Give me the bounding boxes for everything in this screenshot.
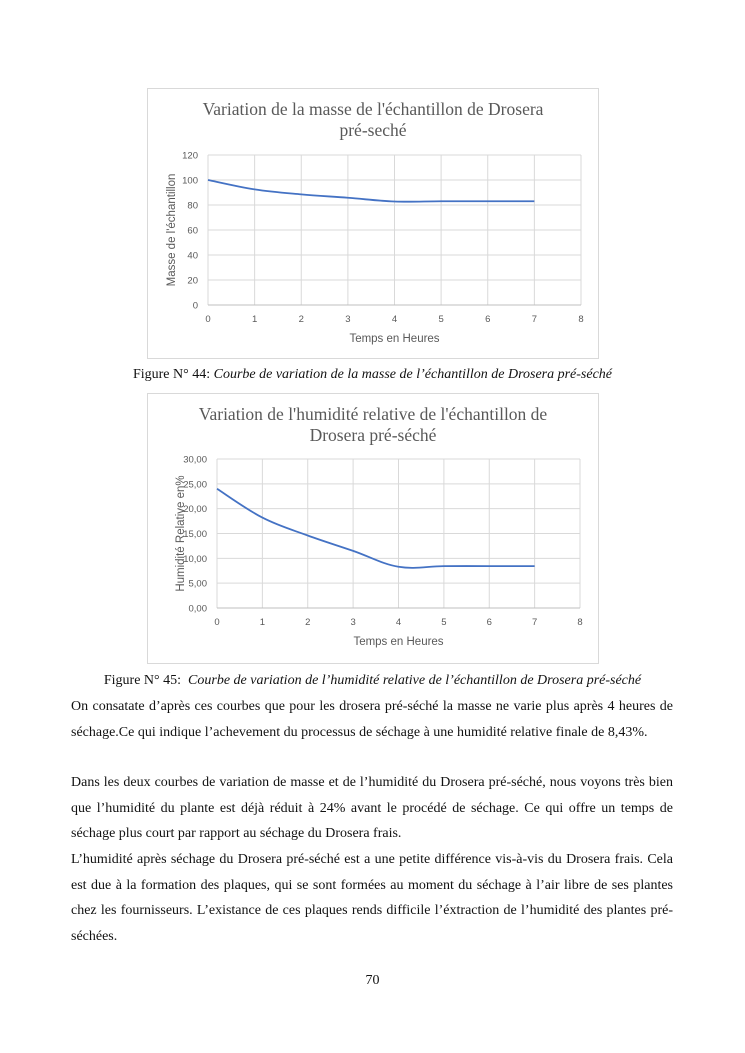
humidity-chart-plot [148, 394, 598, 663]
humidity-chart [147, 393, 599, 664]
chart2-ytick-4: 20,00 [183, 504, 207, 516]
chart2-xtick-6: 6 [486, 617, 492, 628]
chart2-xtick-2: 2 [305, 617, 311, 628]
chart1-ylabel: Masse de l'échantillon [166, 173, 178, 287]
chart2-xlabel: Temps en Heures [353, 636, 444, 648]
chart1-xtick-2: 2 [298, 314, 304, 325]
humidity-chart-title-line1: Variation de l'humidité relative de l'échantillon de [198, 404, 548, 424]
chart2-ytick-0: 0,00 [188, 603, 207, 615]
mass-chart-plot [148, 89, 598, 358]
chart2-ytick-6: 30,00 [183, 454, 207, 466]
humidity-chart-title-line2: Drosera pré-séché [309, 425, 437, 445]
chart2-series-line-0 [217, 489, 535, 568]
page-number: 70 [365, 973, 380, 988]
chart2-xtick-5: 5 [441, 617, 447, 628]
chart2-xtick-3: 3 [350, 617, 356, 628]
chart1-xtick-6: 6 [485, 314, 491, 325]
figure-45-number: Figure N° 45: [103, 673, 182, 688]
chart2-ytick-1: 5,00 [188, 578, 207, 590]
chart1-ytick-0: 0 [192, 300, 198, 312]
chart1-xtick-3: 3 [345, 314, 351, 325]
chart1-ytick-4: 80 [187, 200, 198, 212]
chart1-series-line-0 [208, 180, 534, 202]
chart2-xtick-1: 1 [259, 617, 266, 628]
chart1-ytick-1: 20 [187, 275, 198, 287]
chart2-ytick-5: 25,00 [183, 479, 207, 491]
chart1-xtick-7: 7 [531, 314, 538, 325]
paragraph-1: On consatate d’après ces courbes que pour les drosera pré-séché la masse ne varie plus après 4 heures de séchage.Ce qui indique l’achevement du processus de séchage à une humidité relative finale de 8,43%. [71, 699, 673, 740]
mass-chart-title-line1: Variation de la masse de l'échantillon de Drosera [202, 99, 544, 119]
chart1-xtick-5: 5 [438, 314, 444, 325]
chart1-ytick-3: 60 [187, 225, 198, 237]
figure-44-number: Figure N° 44: [132, 367, 211, 382]
mass-chart-title-line2: pré-seché [339, 120, 407, 140]
chart1-xtick-8: 8 [578, 314, 584, 325]
chart2-ytick-2: 10,00 [183, 553, 207, 565]
chart1-ytick-6: 120 [182, 150, 198, 162]
figure-45-caption [0, 673, 745, 689]
chart2-ylabel: Humidité Relative en% [175, 475, 187, 592]
chart1-xtick-1: 1 [251, 314, 258, 325]
paragraph-2: Dans les deux courbes de variation de masse et de l’humidité du Drosera pré-séché, nous voyons très bien que l’humidité du plante est déjà réduit à 24% avant le procédé de séchage. Ce qui offre un temps de séchage plus court par rapport au séchage du Drosera frais. [71, 775, 673, 841]
chart2-xtick-4: 4 [395, 617, 402, 628]
chart2-xtick-8: 8 [577, 617, 583, 628]
chart2-xtick-7: 7 [531, 617, 538, 628]
paragraph-3: L’humidité après séchage du Drosera pré-séché est a une petite différence vis-à-vis du Drosera frais. Cela est due à la formation des plaques, qui se sont formées au moment du séchage à l’air libre de ses plantes chez les fournisseurs. L’existance de ces plaques rends difficile l’éxtraction de l’humidité des plantes pré-séchées. [71, 852, 673, 944]
chart1-ytick-2: 40 [187, 250, 198, 262]
figure-44-caption [0, 367, 745, 383]
chart1-ytick-5: 100 [182, 175, 198, 187]
figure-45-text: Courbe de variation de l’humidité relative de l’échantillon de Drosera pré-séché [188, 673, 642, 688]
chart2-xtick-0: 0 [214, 617, 220, 628]
chart1-xlabel: Temps en Heures [349, 333, 440, 345]
chart1-xtick-0: 0 [205, 314, 211, 325]
chart2-ytick-3: 15,00 [183, 529, 207, 540]
mass-chart [147, 88, 599, 359]
chart1-xtick-4: 4 [391, 314, 398, 325]
figure-44-text: Courbe de variation de la masse de l’échantillon de Drosera pré-séché [213, 367, 613, 382]
